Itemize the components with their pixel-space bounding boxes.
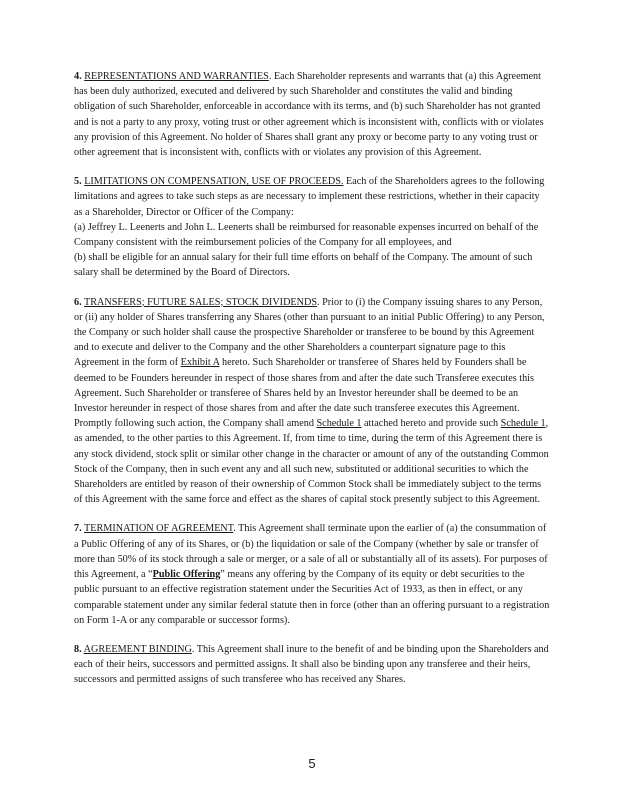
- schedule-1-reference: Schedule 1: [316, 418, 362, 430]
- section-6-number: 6.: [74, 296, 82, 308]
- section-5-item-b: (b) shall be eligible for an annual salary for their full time efforts on behalf of the Company. The amount of such salary shall be determined by the Board of Directors.: [74, 252, 533, 279]
- section-4-title: REPRESENTATIONS AND WARRANTIES: [84, 71, 269, 82]
- public-offering-defined-term: Public Offering: [152, 569, 221, 581]
- page-number: 5: [308, 756, 316, 771]
- section-6: [74, 295, 550, 508]
- section-5: [74, 174, 550, 280]
- section-6-text-1: . Prior to (i) the Company issuing shares to any Person, or (ii) any holder of Shares transferring any Shares (other than pursuant to an initial Public Offering) to any Person, the Company or such holder shall cause the prospective Shareholder or transferee to be bound by this Agreement and to execute and deliver to the Company and the other Shareholders a counterpart signature page to this Agreement in the form of: [74, 296, 545, 369]
- section-4-number: 4.: [74, 71, 82, 82]
- section-5-paragraph: [74, 174, 550, 220]
- section-7-text-1: . This Agreement shall terminate upon the earlier of (a) the consummation of a Public Offering of any of its Shares, or (b) the liquidation or sale of the Company (whether by sale or transfer of more than 50% of its stock through a sale or merger, or a sale of all or substantially all of its assets). For purposes of this Agreement, a “: [74, 523, 548, 581]
- schedule-1-reference-2: Schedule 1: [500, 418, 546, 430]
- exhibit-a-reference: Exhibit A: [180, 357, 220, 369]
- section-6-title: TRANSFERS; FUTURE SALES; STOCK DIVIDENDS: [84, 296, 318, 308]
- section-5-number: 5.: [74, 176, 82, 188]
- section-7-number: 7.: [74, 523, 82, 535]
- section-7-title: TERMINATION OF AGREEMENT: [84, 523, 234, 535]
- section-6-text-2: hereto. Such Shareholder or transferee of Shares held by Founders shall be deemed to be Founders hereunder in respect of those shares from and after the date such Transferee executes this Agreement. Such Shareholder or transferee of Shares held by an Investor hereunder shall be deemed to be an Investor hereunder in respect of those shares from and after the date such transferee executes this Agreement. Promptly following such action, the Company shall amend: [74, 357, 534, 430]
- section-8-text: . This Agreement shall inure to the benefit of and be binding upon the Shareholders and each of their heirs, successors and permitted assigns. It shall also be binding upon any transferee and their heirs, successors and permitted assigns of such transferee who has received any Shares.: [74, 643, 549, 686]
- section-8-paragraph: [74, 642, 550, 688]
- section-8-title: AGREEMENT BINDING: [83, 643, 192, 655]
- section-6-text-4: , as amended, to the other parties to this Agreement. If, from time to time, during the term of this Agreement there is any stock dividend, stock split or similar other change in the character or amount of any of the outstanding Common Stock of the Company, then in such event any and all such new, substituted or additional securities to which the Shareholders are entitled by reason of their ownership of Common Stock shall be immediately subject to the terms of this Agreement with the same force and effect as the shares of capital stock presently subject to this Agreement.: [74, 418, 549, 506]
- section-8: [74, 642, 550, 688]
- document-body: [74, 69, 550, 702]
- section-7-text-2: ” means any offering by the Company of its equity or debt securities to the public pursuant to an effective registration statement under the Securities Act of 1933, as then in effect, or any comparable statement under any similar federal statute then in force (other than an offering pursuant to a registration on Form 1-A or any comparable or successor forms).: [74, 569, 550, 626]
- section-7-paragraph: [74, 521, 550, 627]
- section-6-text-3: attached hereto and provide such: [361, 418, 501, 430]
- section-5-title: LIMITATIONS ON COMPENSATION, USE OF PROCEEDS.: [84, 176, 344, 188]
- section-4-paragraph: [74, 69, 550, 160]
- section-5-text: Each of the Shareholders agrees to the following limitations and agrees to take such steps as are necessary to implement these restrictions, whether in their capacity as a Shareholder, Director or Officer of the Company:: [74, 176, 545, 218]
- section-4-text: . Each Shareholder represents and warrants that (a) this Agreement has been duly authorized, executed and delivered by such Shareholder and constitutes the valid and binding obligation of such Shareholder, enforceable in accordance with its terms, and (b) such Shareholder has not granted and is not a party to any proxy, voting trust or other agreement which is inconsistent with, conflicts with or violates any provision of this Agreement. No holder of Shares shall grant any proxy or become party to any voting trust or other agreement that is inconsistent with, conflicts with or violates any provision of this Agreement.: [74, 71, 544, 159]
- section-8-number: 8.: [74, 643, 82, 655]
- section-5-item-a: (a) Jeffrey L. Leenerts and John L. Leenerts shall be reimbursed for reasonable expenses incurred on behalf of the Company consistent with the reimbursement policies of the Company for all employees, and: [74, 221, 539, 249]
- section-7: [74, 521, 550, 627]
- section-4: [74, 69, 550, 160]
- section-6-paragraph: [74, 295, 550, 508]
